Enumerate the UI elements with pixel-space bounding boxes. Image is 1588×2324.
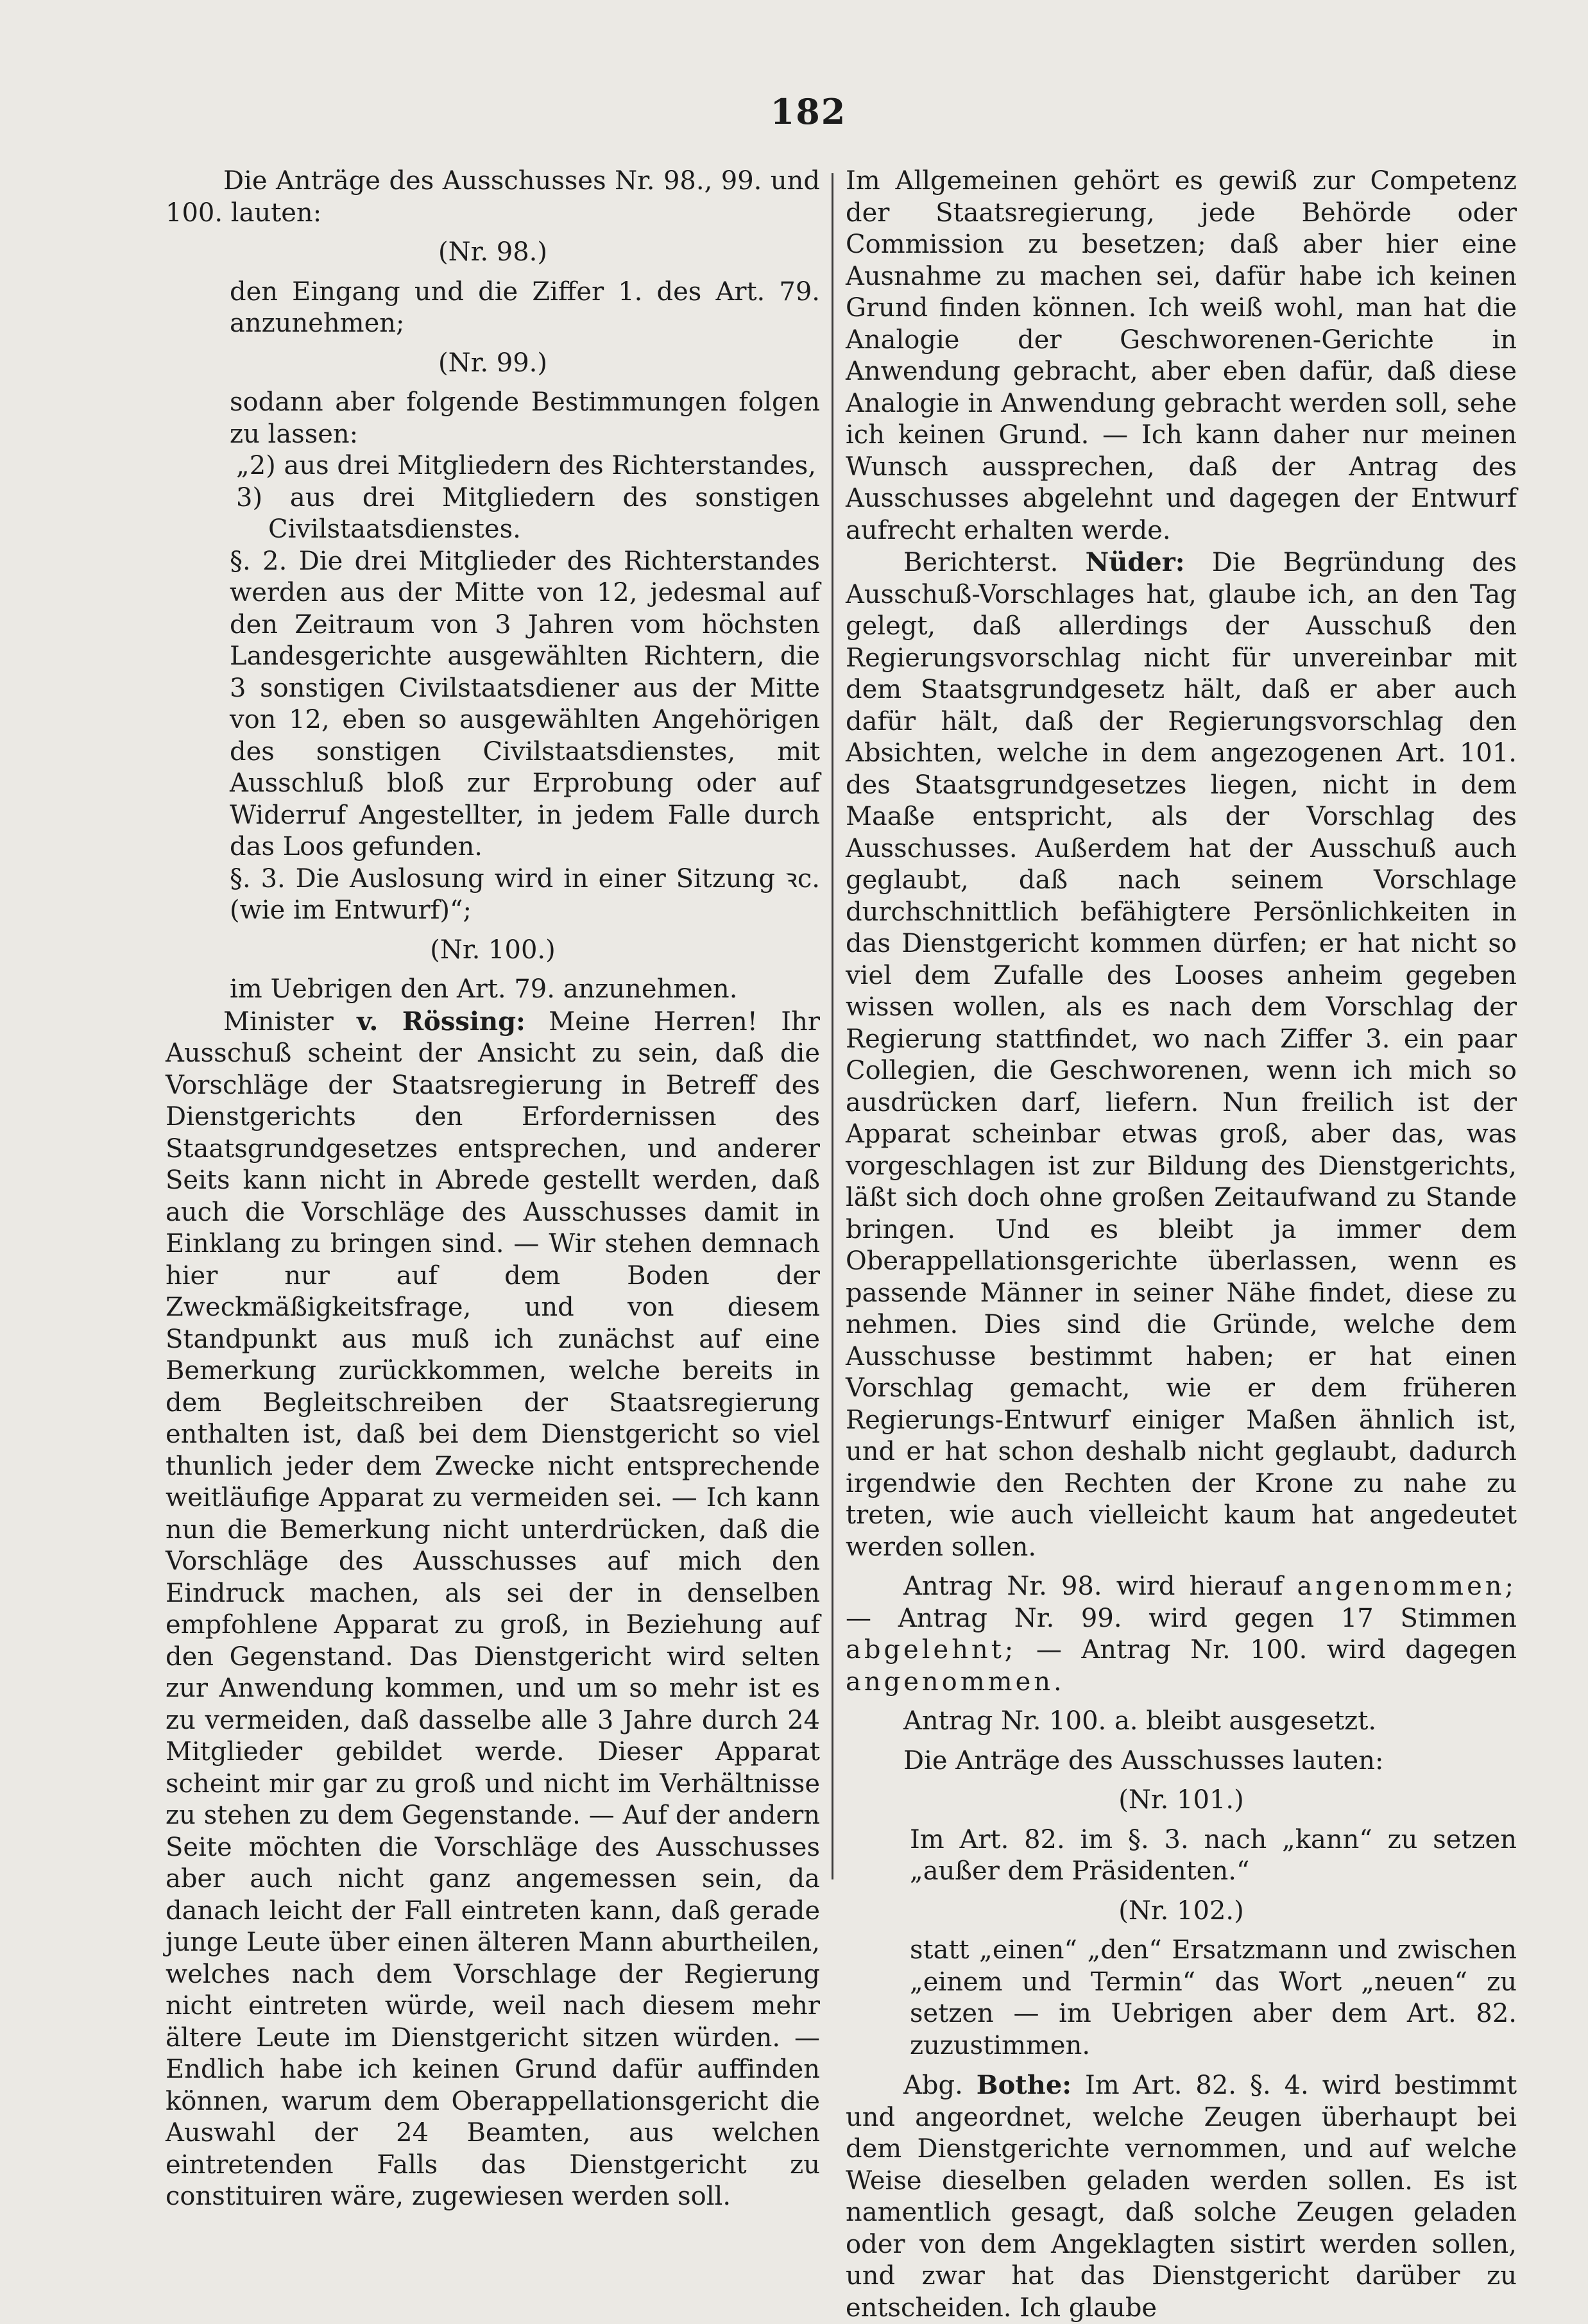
motion-98-text: den Eingang und die Ziffer 1. des Art. 79. anzunehmen; [230, 276, 820, 338]
vote-100: — Antrag Nr. 100. wird dagegen [1036, 1635, 1517, 1665]
minister-label: Minister [223, 1006, 334, 1037]
motion-102-heading: (Nr. 102.) [1118, 1896, 1244, 1926]
motion-99-heading: (Nr. 99.) [438, 348, 547, 378]
page-number: 182 [770, 91, 847, 132]
deputy-speech [846, 2069, 1517, 2324]
motion-99-paragraph-3: §. 3. Die Auslosung wird in einer Sitzung ꝛc. (wie im Entwurf)“; [230, 863, 820, 925]
committee-motions-intro: Die Anträge des Ausschusses lauten: [903, 1745, 1384, 1776]
minister-speech [166, 1006, 820, 2213]
right-column [846, 165, 1517, 2324]
motion-102-text: statt „einen“ „den“ Ersatzmann und zwischen „einem und Termin“ das Wort „neuen“ zu setzen — im Uebrigen aber dem Art. 82. zuzustimmen. [910, 1935, 1517, 2060]
reporter-speech [846, 547, 1517, 1563]
minister-speech-text: Meine Herren! Ihr Ausschuß scheint der Ansicht zu sein, daß die Vorschläge der Staatsregierung in Betreff des Dienstgerichts den Erfordernissen des Staatsgrundgesetzes entsprechen, und anderer Seits kann nicht in Abrede gestellt werden, daß auch die Vorschläge des Ausschusses damit in Einklang zu bringen sind. — Wir stehen demnach hier nur auf dem Boden der Zweckmäßigkeitsfrage, und von diesem Standpunkt aus muß ich zunächst auf eine Bemerkung zurückkommen, welche bereits in dem Begleitschreiben der Staatsregierung enthalten ist, daß bei dem Dienstgericht so viel thunlich jeder dem Zwecke nicht entsprechende weitläufige Apparat zu vermeiden sei. — Ich kann nun die Bemerkung nicht unterdrücken, daß die Vorschläge des Ausschusses auf mich den Eindruck machen, als sei der in denselben empfohlene Apparat zu groß, in Beziehung auf den Gegenstand. Das Dienstgericht wird selten zur Anwendung kommen, und um so mehr ist es zu vermeiden, daß dasselbe alle 3 Jahre durch 24 Mitglieder gebildet werde. Dieser Apparat scheint mir gar zu groß und nicht im Verhältnisse zu stehen zu dem Gegenstande. — Auf der andern Seite möchten die Vorschläge des Ausschusses aber auch nicht ganz angemessen sein, da danach leicht der Fall eintreten kann, daß gerade junge Leute über einen älteren Mann aburtheilen, welches nach dem Vorschlage der Regierung nicht eintreten würde, weil nach diesem mehr ältere Leute im Dienstgericht sitzen würden. — Endlich habe ich keinen Grund dafür auffinden können, warum dem Oberappellationsgericht die Auswahl der 24 Beamten, aus welchen eintretenden Falls das Dienstgericht zu constituiren wäre, zugewiesen werden soll. [166, 1006, 820, 2211]
vote-98-result: angenommen; [1297, 1572, 1517, 1601]
motion-99-item-2: „2) aus drei Mitgliedern des Richterstandes, [236, 451, 817, 480]
deputy-label: Abg. [903, 2071, 963, 2100]
motion-100a-deferred: Antrag Nr. 100. a. bleibt ausgesetzt. [903, 1706, 1377, 1736]
motion-100-text: im Uebrigen den Art. 79. anzunehmen. [230, 974, 738, 1004]
left-column [166, 165, 820, 2213]
vote-100-result: angenommen. [846, 1667, 1065, 1697]
column-divider [832, 173, 833, 1879]
motions-intro: Die Anträge des Ausschusses Nr. 98., 99. und 100. lauten: [166, 166, 820, 228]
vote-99-result: abgelehnt; [846, 1635, 1017, 1665]
vote-results [846, 1571, 1517, 1698]
vote-98: Antrag Nr. 98. wird hierauf [903, 1572, 1283, 1601]
minister-name: v. Rössing: [357, 1006, 525, 1037]
reporter-name: Nüder: [1085, 547, 1185, 577]
motion-99-item-3: 3) aus drei Mitgliedern des sonstigen Civilstaatsdienstes. [236, 482, 820, 544]
vote-99: — Antrag Nr. 99. wird gegen 17 Stimmen [846, 1603, 1517, 1633]
motion-101-heading: (Nr. 101.) [1118, 1785, 1244, 1815]
reporter-label: Berichterst. [903, 548, 1059, 577]
motion-101-text: Im Art. 82. im §. 3. nach „kann“ zu setzen „außer dem Präsidenten.“ [910, 1824, 1517, 1886]
motion-99-text: sodann aber folgende Bestimmungen folgen zu lassen: [230, 387, 820, 449]
motion-100-heading: (Nr. 100.) [430, 935, 556, 965]
minister-speech-continuation: Im Allgemeinen gehört es gewiß zur Competenz der Staatsregierung, jede Behörde oder Commission zu besetzen; daß aber hier eine Ausnahme zu machen sei, dafür habe ich keinen Grund finden können. Ich weiß wohl, man hat die Analogie der Geschworenen-Gerichte in Anwendung gebracht, aber eben dafür, daß diese Analogie in Anwendung gebracht werden soll, sehe ich keinen Grund. — Ich kann daher nur meinen Wunsch aussprechen, daß der Antrag des Ausschusses abgelehnt und dagegen der Entwurf aufrecht erhalten werde. [846, 166, 1517, 545]
deputy-speech-text: Im Art. 82. §. 4. wird bestimmt und angeordnet, welche Zeugen überhaupt bei dem Dienstgerichte vernommen, und auf welche Weise dieselben geladen werden sollen. Es ist namentlich gesagt, daß solche Zeugen geladen oder von dem Angeklagten sistirt werden sollen, und zwar hat das Dienstgericht darüber zu entscheiden. Ich glaube [846, 2071, 1517, 2323]
deputy-name: Bothe: [976, 2070, 1072, 2100]
reporter-speech-text: Die Begründung des Ausschuß-Vorschlages hat, glaube ich, an den Tag gelegt, daß allerdings der Ausschuß den Regierungsvorschlag nicht für unvereinbar mit dem Staatsgrundgesetz hält, daß er aber auch dafür hält, daß der Regierungsvorschlag den Absichten, welche in dem angezogenen Art. 101. des Staatsgrundgesetzes liegen, nicht in dem Maaße entspricht, als der Vorschlag des Ausschusses. Außerdem hat der Ausschuß auch geglaubt, daß nach seinem Vorschlage durchschnittlich befähigtere Persönlichkeiten in das Dienstgericht kommen dürfen; er hat nicht so viel dem Zufalle des Looses anheim gegeben wissen wollen, als es nach dem Vorschlag der Regierung stattfindet, wo nach Ziffer 3. ein paar Collegien, die Geschworenen, wenn ich mich so ausdrücken darf, liefern. Nun freilich ist der Apparat scheinbar etwas groß, aber das, was vorgeschlagen ist zur Bildung des Dienstgerichts, läßt sich doch ohne großen Zeitaufwand zu Stande bringen. Und es bleibt ja immer dem Oberappellationsgerichte überlassen, wenn es passende Männer in seiner Nähe findet, diese zu nehmen. Dies sind die Gründe, welche dem Ausschusse bestimmt haben; er hat einen Vorschlag gemacht, wie er dem früheren Regierungs-Entwurf einiger Maßen ähnlich ist, und er hat schon deshalb nicht geglaubt, dadurch irgendwie den Rechten der Krone zu nahe zu treten, wie auch vielleicht kaum hat angedeutet werden sollen. [846, 548, 1517, 1562]
motion-98-heading: (Nr. 98.) [438, 237, 547, 267]
motion-99-paragraph-2: §. 2. Die drei Mitglieder des Richterstandes werden aus der Mitte von 12, jedesmal auf den Zeitraum von 3 Jahren vom höchsten Landesgerichte ausgewählten Richtern, die 3 sonstigen Civilstaatsdiener aus der Mitte von 12, eben so ausgewählten Angehörigen des sonstigen Civilstaatsdienstes, mit Ausschluß bloß zur Erprobung oder auf Widerruf Angestellter, in jedem Falle durch das Loos gefunden. [230, 546, 820, 861]
